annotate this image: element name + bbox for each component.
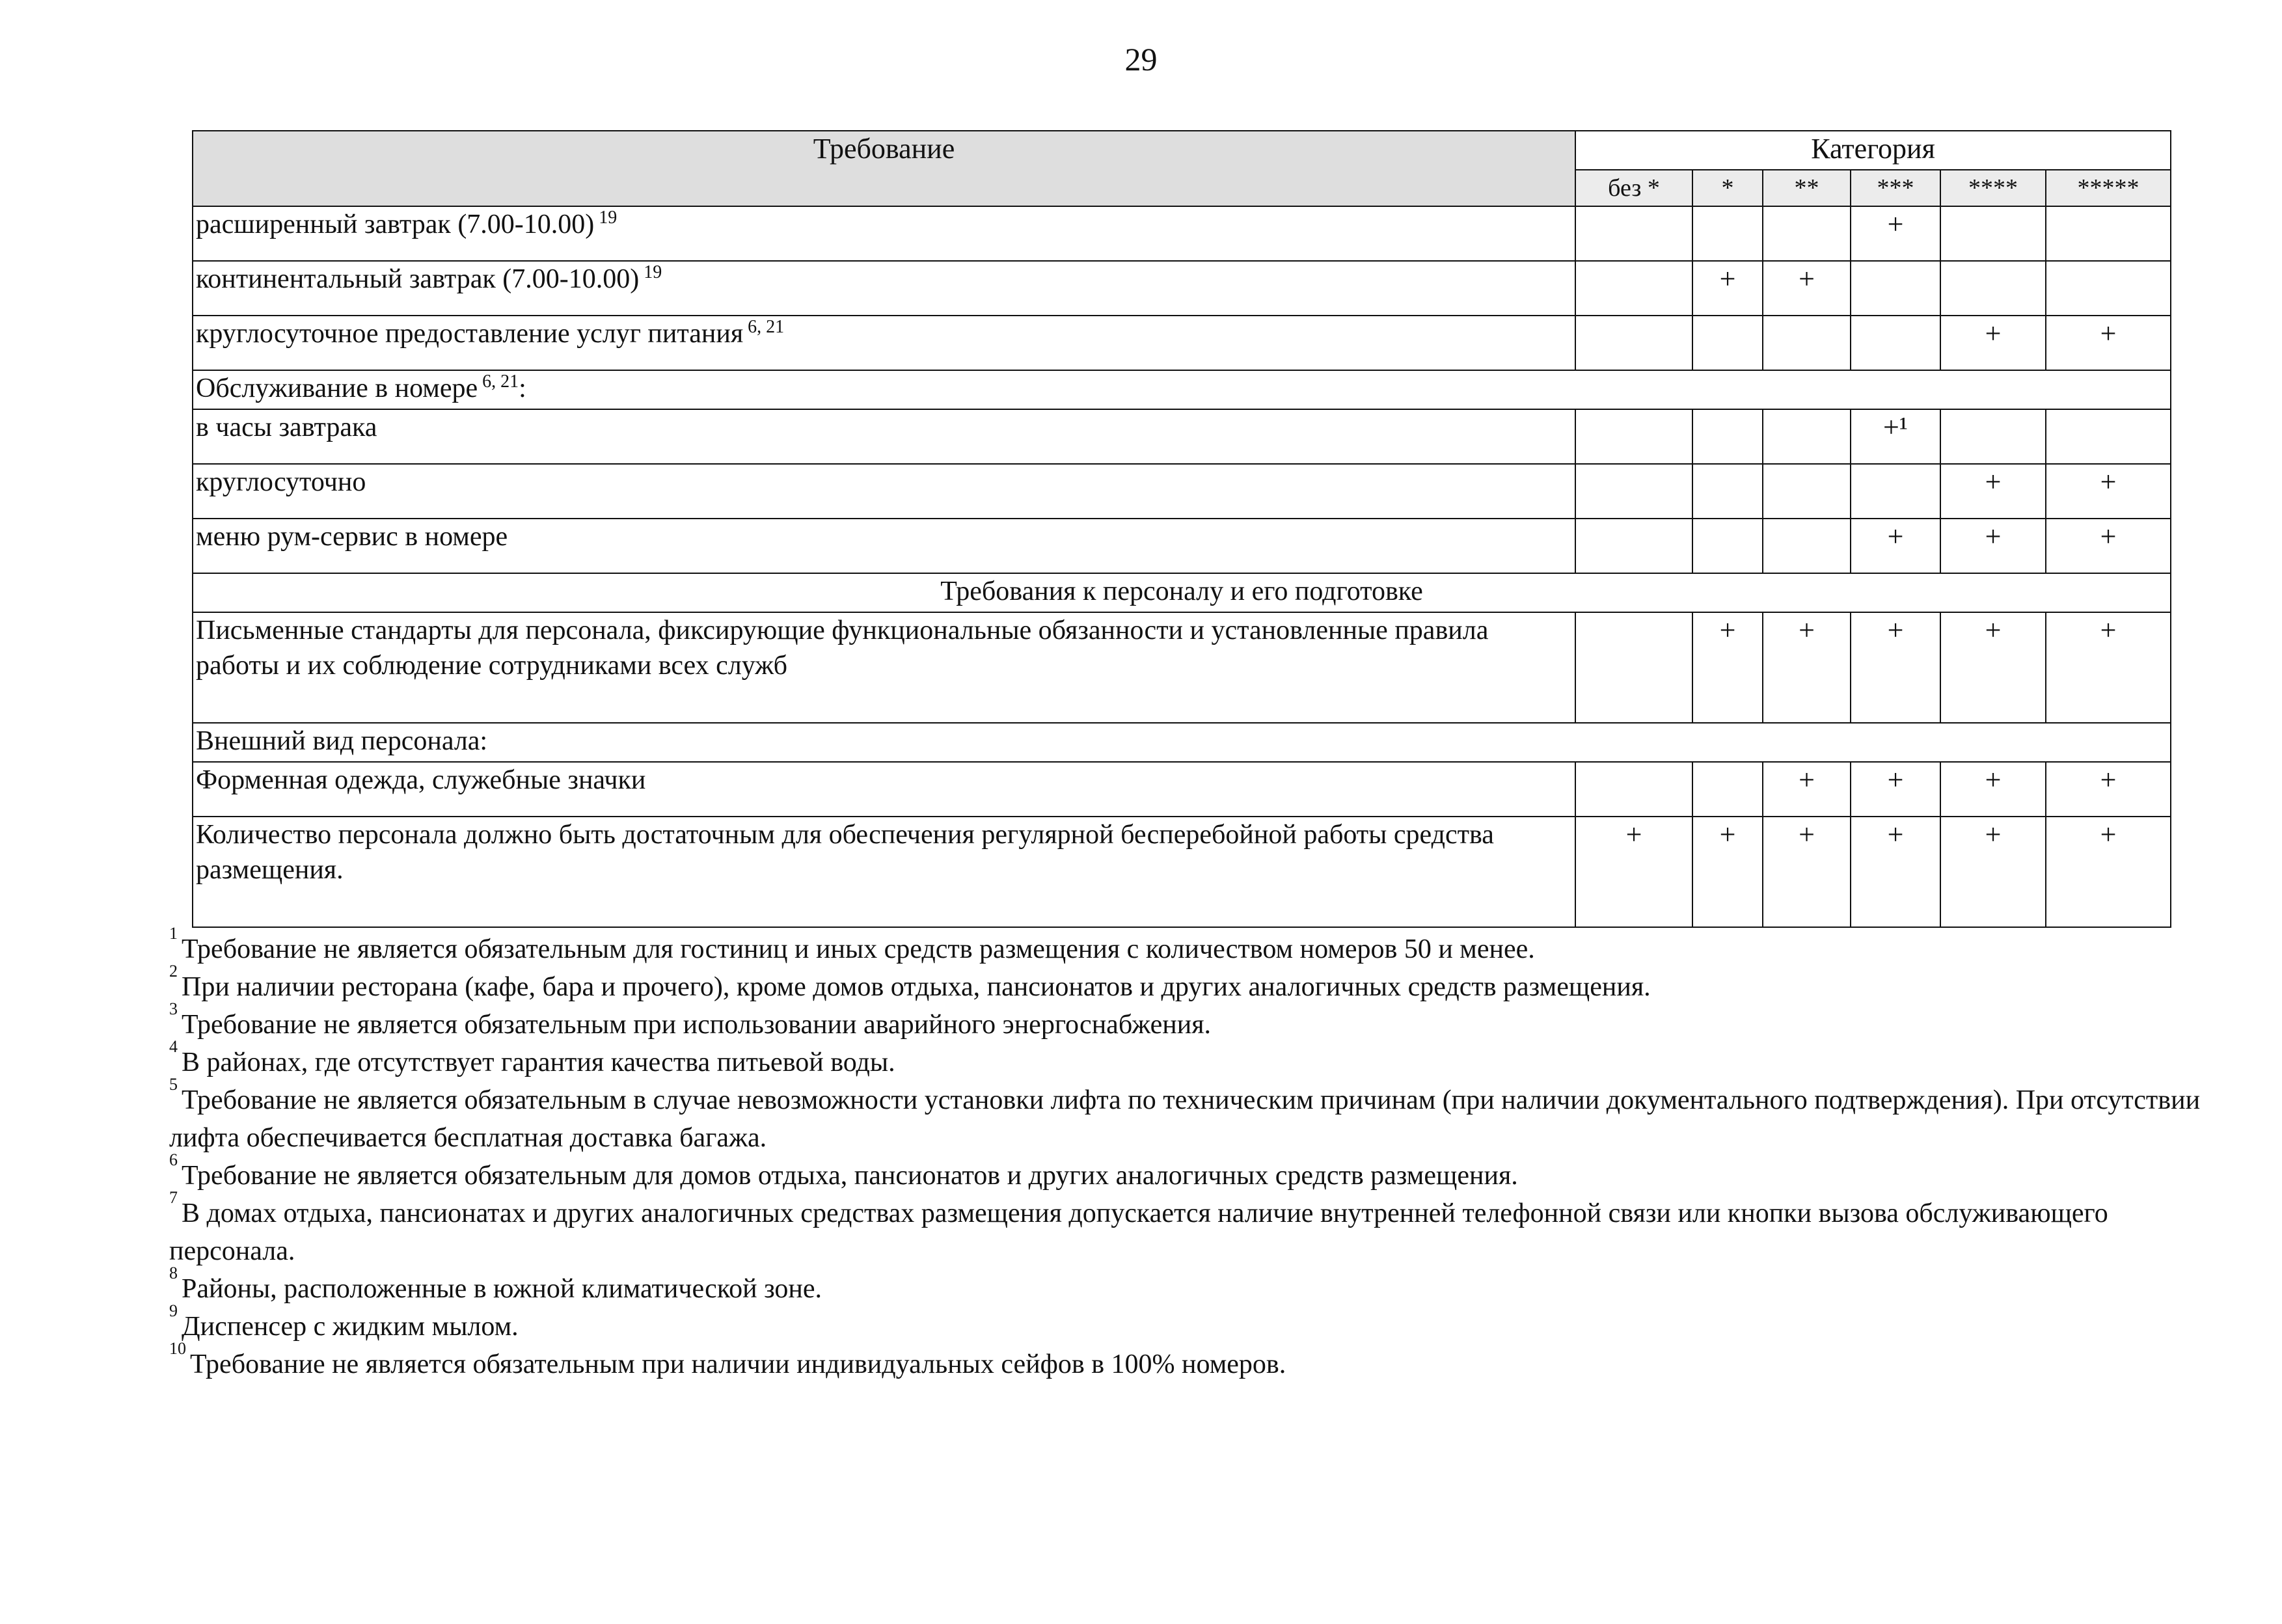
- category-mark-4: [1940, 206, 2046, 261]
- category-mark-3: +: [1851, 519, 1940, 573]
- requirement-label: Форменная одежда, служебные значки: [196, 765, 646, 795]
- requirement-text: [193, 261, 1575, 316]
- footnote-number: 1: [169, 924, 178, 943]
- category-mark-2: +: [1763, 762, 1851, 817]
- category-mark-1: [1692, 316, 1763, 370]
- category-mark-3: +: [1851, 612, 1940, 723]
- footnote-number: 10: [169, 1339, 186, 1358]
- footnote: [169, 924, 2212, 968]
- footnote-ref: 6, 21: [748, 317, 785, 337]
- footnote-number: 9: [169, 1301, 178, 1320]
- table-row: [193, 612, 2171, 723]
- requirement-label: Обслуживание в номере: [196, 373, 478, 403]
- category-mark-4: +: [1940, 817, 2046, 927]
- table-row: [193, 464, 2171, 519]
- requirement-text: [193, 316, 1575, 370]
- category-header-2: **: [1763, 170, 1851, 206]
- category-header-4: ****: [1940, 170, 2046, 206]
- category-mark-2: [1763, 464, 1851, 519]
- category-mark-0: [1575, 762, 1692, 817]
- footnote: [169, 999, 2212, 1044]
- category-mark-2: +: [1763, 612, 1851, 723]
- requirements-table-body: [193, 206, 2171, 927]
- footnote-number: 2: [169, 962, 178, 981]
- footnote-number: 8: [169, 1264, 178, 1282]
- category-mark-5: +: [2046, 817, 2171, 927]
- category-mark-2: +: [1763, 261, 1851, 316]
- table-row: [193, 409, 2171, 464]
- category-mark-4: +: [1940, 762, 2046, 817]
- requirements-table: [192, 130, 2171, 928]
- requirement-label: в часы завтрака: [196, 413, 377, 442]
- requirement-text: [193, 762, 1575, 817]
- category-mark-3: +: [1851, 206, 1940, 261]
- category-mark-0: [1575, 464, 1692, 519]
- footnote-ref: 19: [644, 262, 662, 282]
- category-mark-5: +: [2046, 519, 2171, 573]
- category-mark-0: [1575, 316, 1692, 370]
- category-mark-3: +¹: [1851, 409, 1940, 464]
- footnote-ref: 6, 21: [482, 372, 519, 392]
- category-mark-4: [1940, 261, 2046, 316]
- category-header-3: ***: [1851, 170, 1940, 206]
- section-title: Требования к персоналу и его подготовке: [193, 573, 2171, 612]
- group-row: [193, 370, 2171, 409]
- requirement-label: Письменные стандарты для персонала, фиксирующие функциональные обязанности и установленные правила работы и их соблюдение сотрудниками всех служб: [196, 616, 1489, 681]
- table-row: [193, 519, 2171, 573]
- requirement-label: Внешний вид персонала:: [196, 726, 488, 756]
- category-mark-5: +: [2046, 464, 2171, 519]
- footnote-text: Районы, расположенные в южной климатической зоне.: [182, 1274, 822, 1304]
- section-row: [193, 573, 2171, 612]
- footnote-ref: 19: [599, 208, 618, 228]
- category-mark-4: +: [1940, 464, 2046, 519]
- footnote: [169, 1188, 2212, 1270]
- category-mark-5: [2046, 261, 2171, 316]
- footnote-text: Требование не является обязательным при наличии индивидуальных сейфов в 100% номеров.: [190, 1349, 1286, 1379]
- footnote-text: Требование не является обязательным для гостиниц и иных средств размещения с количеством номеров 50 и менее.: [182, 934, 1535, 964]
- requirement-label: расширенный завтрак (7.00-10.00): [196, 210, 595, 239]
- category-mark-0: [1575, 612, 1692, 723]
- category-mark-3: [1851, 464, 1940, 519]
- category-mark-4: +: [1940, 612, 2046, 723]
- category-mark-5: +: [2046, 762, 2171, 817]
- footnote: [169, 962, 2212, 1006]
- page-number: 29: [1124, 41, 1158, 77]
- category-mark-4: +: [1940, 519, 2046, 573]
- requirement-label: Количество персонала должно быть достаточным для обеспечения регулярной бесперебойной работы средства размещения.: [196, 820, 1494, 885]
- category-mark-0: [1575, 261, 1692, 316]
- category-header-0: без *: [1575, 170, 1692, 206]
- category-mark-1: [1692, 206, 1763, 261]
- group-label: [193, 723, 2171, 762]
- requirement-label: круглосуточное предоставление услуг питания: [196, 319, 744, 349]
- category-mark-2: [1763, 316, 1851, 370]
- footnote-text: Диспенсер с жидким мылом.: [182, 1312, 519, 1342]
- requirement-text: [193, 612, 1575, 723]
- requirement-column-header: Требование: [193, 131, 1575, 206]
- footnote-number: 3: [169, 999, 178, 1018]
- label-tail: :: [519, 373, 526, 403]
- group-label: [193, 370, 2171, 409]
- requirement-label: круглосуточно: [196, 467, 366, 497]
- category-mark-2: [1763, 206, 1851, 261]
- category-header-1: *: [1692, 170, 1763, 206]
- table-row: [193, 817, 2171, 927]
- category-mark-2: [1763, 409, 1851, 464]
- category-mark-1: [1692, 519, 1763, 573]
- table-row: [193, 206, 2171, 261]
- category-mark-0: +: [1575, 817, 1692, 927]
- footnote-text: Требование не является обязательным для домов отдыха, пансионатов и других аналогичных средств размещения.: [182, 1161, 1518, 1191]
- category-mark-4: [1940, 409, 2046, 464]
- requirement-text: [193, 409, 1575, 464]
- requirement-text: [193, 817, 1575, 927]
- footnote-number: 7: [169, 1188, 178, 1207]
- requirement-text: [193, 206, 1575, 261]
- footnote-text: При наличии ресторана (кафе, бара и прочего), кроме домов отдыха, пансионатов и других аналогичных средств размещения.: [182, 972, 1651, 1002]
- footnote: [169, 1037, 2212, 1081]
- category-mark-1: [1692, 762, 1763, 817]
- requirement-label: меню рум-сервис в номере: [196, 522, 508, 552]
- category-mark-1: +: [1692, 261, 1763, 316]
- footnote-text: Требование не является обязательным в случае невозможности установки лифта по техническим причинам (при наличии документального подтверждения). При отсутствии лифта обеспечивается бесплатная доставка багажа.: [169, 1085, 2201, 1153]
- category-mark-5: [2046, 409, 2171, 464]
- category-mark-0: [1575, 519, 1692, 573]
- requirement-label: континентальный завтрак (7.00-10.00): [196, 264, 640, 294]
- category-mark-3: +: [1851, 817, 1940, 927]
- table-row: [193, 261, 2171, 316]
- requirement-text: [193, 464, 1575, 519]
- table-row: [193, 316, 2171, 370]
- footnote-number: 4: [169, 1037, 178, 1056]
- category-mark-3: [1851, 316, 1940, 370]
- footnote: [169, 1264, 2212, 1308]
- footnote: [169, 1301, 2212, 1346]
- category-mark-5: +: [2046, 612, 2171, 723]
- footnotes-list: [169, 924, 2212, 1383]
- table-row: [193, 762, 2171, 817]
- footnote-text: В домах отдыха, пансионатах и других аналогичных средствах размещения допускается наличие внутренней телефонной связи или кнопки вызова обслуживающего персонала.: [169, 1198, 2108, 1266]
- footnote: [169, 1339, 2212, 1383]
- category-mark-2: +: [1763, 817, 1851, 927]
- category-mark-0: [1575, 206, 1692, 261]
- category-mark-5: [2046, 206, 2171, 261]
- category-mark-1: +: [1692, 612, 1763, 723]
- category-mark-4: +: [1940, 316, 2046, 370]
- category-mark-1: [1692, 409, 1763, 464]
- category-header-5: *****: [2046, 170, 2171, 206]
- footnote-text: В районах, где отсутствует гарантия качества питьевой воды.: [182, 1048, 895, 1077]
- footnote-text: Требование не является обязательным при использовании аварийного энергоснабжения.: [182, 1010, 1212, 1040]
- requirement-text: [193, 519, 1575, 573]
- category-mark-2: [1763, 519, 1851, 573]
- category-mark-3: [1851, 261, 1940, 316]
- category-mark-5: +: [2046, 316, 2171, 370]
- footnote: [169, 1075, 2212, 1157]
- group-row: [193, 723, 2171, 762]
- category-mark-3: +: [1851, 762, 1940, 817]
- category-mark-0: [1575, 409, 1692, 464]
- footnote: [169, 1150, 2212, 1195]
- footnote-number: 6: [169, 1150, 178, 1169]
- category-mark-1: +: [1692, 817, 1763, 927]
- category-column-header: Категория: [1575, 131, 2171, 170]
- category-mark-1: [1692, 464, 1763, 519]
- footnote-number: 5: [169, 1075, 178, 1094]
